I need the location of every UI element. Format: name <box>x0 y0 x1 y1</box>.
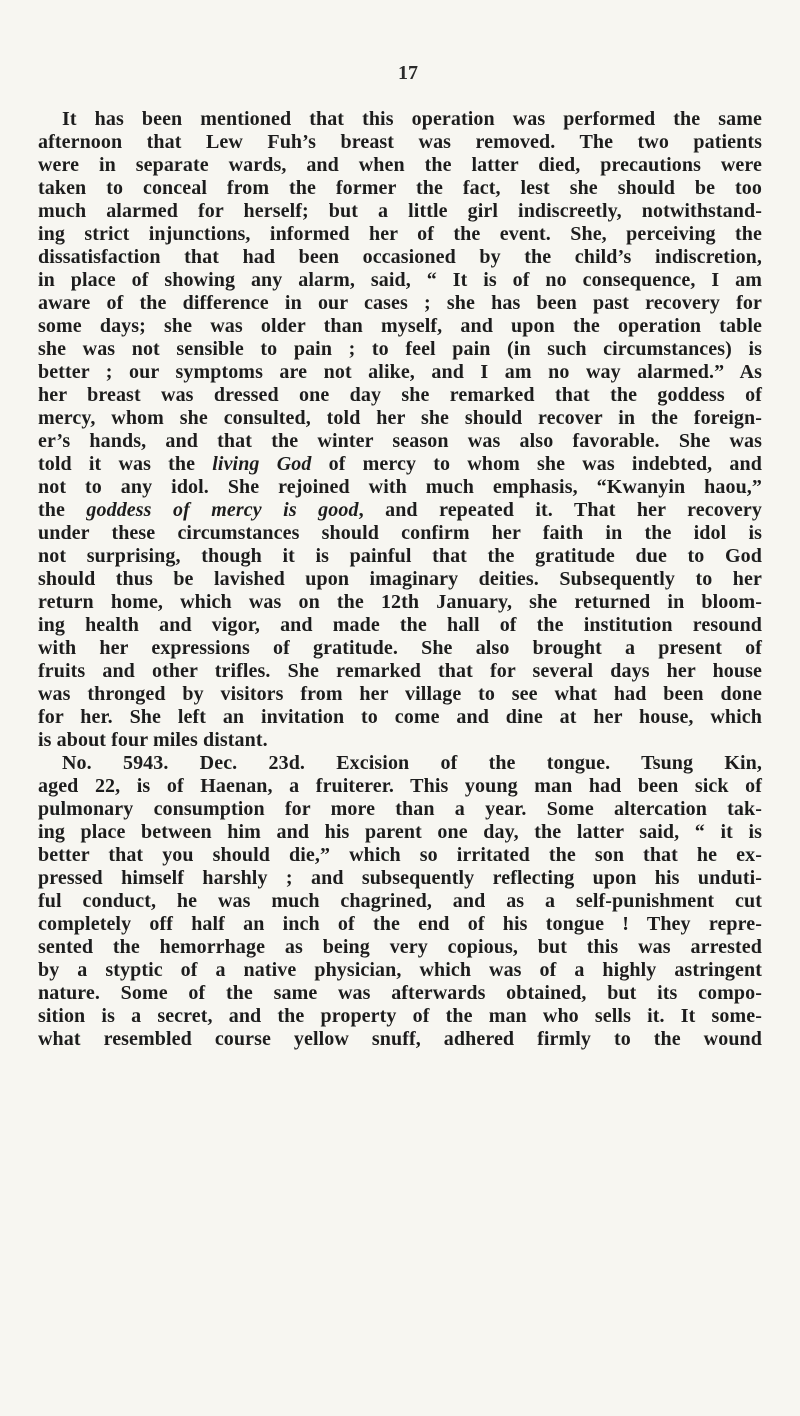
text-line <box>38 384 762 407</box>
line-text: her breast was dressed one day she remarked that the goddess of <box>38 384 762 406</box>
text-line <box>38 407 762 430</box>
text-line <box>38 821 762 844</box>
line-text: afternoon that Lew Fuh’s breast was removed. The two patients <box>38 131 762 153</box>
text-line <box>38 729 762 752</box>
line-text: pressed himself harshly ; and subsequently reflecting upon his unduti- <box>38 867 762 889</box>
text-line <box>38 959 762 982</box>
line-text: were in separate wards, and when the latter died, precautions were <box>38 154 762 176</box>
line-text: taken to conceal from the former the fact, lest she should be too <box>38 177 762 199</box>
line-text: better that you should die,” which so irritated the son that he ex- <box>38 844 762 866</box>
line-text: not surprising, though it is painful that the gratitude due to God <box>38 545 762 567</box>
line-text: ing strict injunctions, informed her of the event. She, perceiving the <box>38 223 762 245</box>
text-line <box>38 453 762 476</box>
line-text: was thronged by visitors from her village to see what had been done <box>38 683 762 705</box>
text-line <box>38 1028 762 1051</box>
text-line <box>38 775 762 798</box>
text-line <box>38 522 762 545</box>
line-text: nature. Some of the same was afterwards obtained, but its compo- <box>38 982 762 1004</box>
text-line <box>38 614 762 637</box>
text-line <box>38 637 762 660</box>
line-text: pulmonary consumption for more than a year. Some altercation tak- <box>38 798 762 820</box>
text-line <box>38 361 762 384</box>
line-text: told it was the <box>38 453 213 475</box>
text-line <box>38 982 762 1005</box>
line-text: fruits and other trifles. She remarked that for several days her house <box>38 660 762 682</box>
text-line <box>38 936 762 959</box>
line-text: better ; our symptoms are not alike, and I am no way alarmed.” As <box>38 361 762 383</box>
text-line <box>38 338 762 361</box>
text-line <box>38 476 762 499</box>
text-line <box>38 315 762 338</box>
italic-text: goddess of mercy is good <box>86 499 359 521</box>
line-text: mercy, whom she consulted, told her she should recover in the foreign- <box>38 407 762 429</box>
line-text: what resembled course yellow snuff, adhered firmly to the wound <box>38 1028 762 1050</box>
line-text: dissatisfaction that had been occasioned by the child’s indiscretion, <box>38 246 762 268</box>
text-line <box>38 867 762 890</box>
line-text: for her. She left an invitation to come and dine at her house, which <box>38 706 762 728</box>
line-text: er’s hands, and that the winter season was also favorable. She was <box>38 430 762 452</box>
text-line <box>38 890 762 913</box>
line-text-continued: , and repeated it. That her recovery <box>358 499 762 521</box>
text-line <box>38 108 762 131</box>
line-text: is about four miles distant. <box>38 729 268 751</box>
text-line <box>38 568 762 591</box>
text-line <box>38 706 762 729</box>
line-text: not to any idol. She rejoined with much emphasis, “Kwanyin haou,” <box>38 476 762 498</box>
text-line <box>38 177 762 200</box>
line-text: aged 22, is of Haenan, a fruiterer. This young man had been sick of <box>38 775 762 797</box>
line-text: she was not sensible to pain ; to feel pain (in such circumstances) is <box>38 338 762 360</box>
line-text: much alarmed for herself; but a little girl indiscreetly, notwithstand- <box>38 200 762 222</box>
line-text: ing health and vigor, and made the hall of the institution resound <box>38 614 762 636</box>
line-text: ing place between him and his parent one day, the latter said, “ it is <box>38 821 762 843</box>
line-text: with her expressions of gratitude. She also brought a present of <box>38 637 762 659</box>
text-line <box>38 269 762 292</box>
body-text <box>38 108 762 1051</box>
text-line <box>38 683 762 706</box>
line-text: No. 5943. Dec. 23d. Excision of the tongue. Tsung Kin, <box>62 752 762 774</box>
line-text: sented the hemorrhage as being very copious, but this was arrested <box>38 936 762 958</box>
text-line <box>38 223 762 246</box>
text-line <box>38 292 762 315</box>
line-text: ful conduct, he was much chagrined, and as a self-punishment cut <box>38 890 762 912</box>
text-line <box>38 660 762 683</box>
line-text: should thus be lavished upon imaginary deities. Subsequently to her <box>38 568 762 590</box>
text-line <box>38 752 762 775</box>
line-text: in place of showing any alarm, said, “ It is of no consequence, I am <box>38 269 762 291</box>
text-line <box>38 131 762 154</box>
text-line <box>38 200 762 223</box>
text-line <box>38 154 762 177</box>
line-text: It has been mentioned that this operation was performed the same <box>62 108 762 130</box>
text-line <box>38 913 762 936</box>
line-text: return home, which was on the 12th January, she returned in bloom- <box>38 591 762 613</box>
text-line <box>38 246 762 269</box>
line-text: some days; she was older than myself, and upon the operation table <box>38 315 762 337</box>
text-line <box>38 798 762 821</box>
text-line <box>38 591 762 614</box>
text-line <box>38 499 762 522</box>
line-text: aware of the difference in our cases ; she has been past recovery for <box>38 292 762 314</box>
line-text: the <box>38 499 87 521</box>
page-number: 17 <box>398 62 418 84</box>
text-line <box>38 430 762 453</box>
line-text: by a styptic of a native physician, which was of a highly astringent <box>38 959 762 981</box>
line-text: under these circumstances should confirm her faith in the idol is <box>38 522 762 544</box>
line-text: completely off half an inch of the end of his tongue ! They repre- <box>38 913 762 935</box>
line-text: sition is a secret, and the property of the man who sells it. It some- <box>38 1005 762 1027</box>
italic-text: living God <box>212 453 312 475</box>
text-line <box>38 545 762 568</box>
line-text-continued: of mercy to whom she was indebted, and <box>311 453 762 475</box>
text-line <box>38 1005 762 1028</box>
text-line <box>38 844 762 867</box>
